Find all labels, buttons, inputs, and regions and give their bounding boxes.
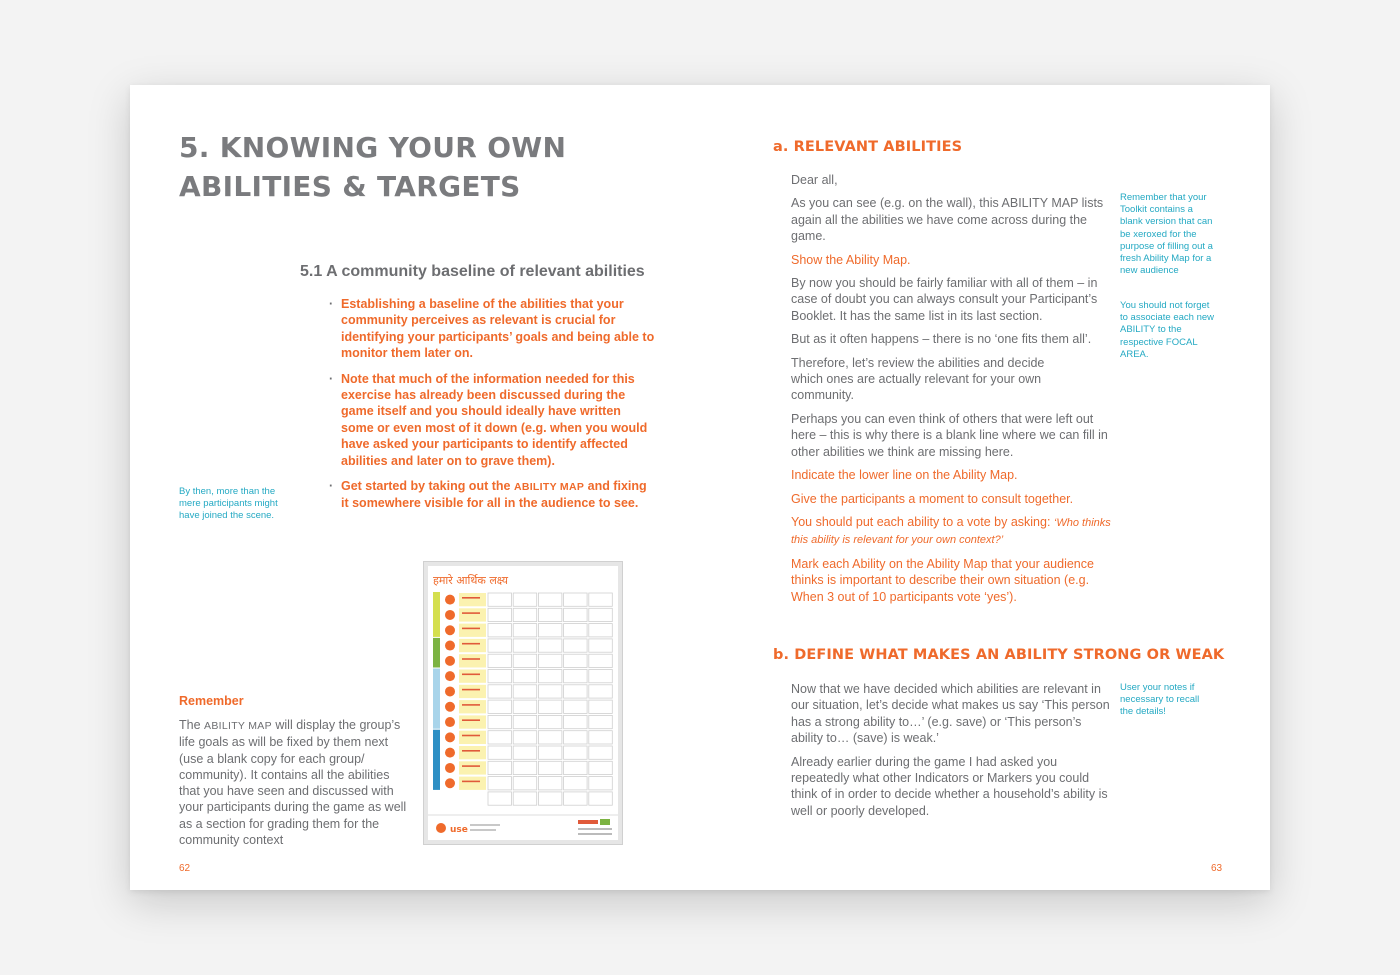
grade-cell <box>589 792 613 805</box>
ability-icon <box>445 702 455 712</box>
instruction-bullets <box>326 296 656 521</box>
grade-cell <box>513 593 537 606</box>
grade-cell <box>488 746 512 759</box>
grade-cell <box>488 670 512 683</box>
grade-cell <box>538 624 562 637</box>
grade-cell <box>564 746 588 759</box>
grade-cell <box>538 685 562 698</box>
facilitator-instruction: Show the Ability Map. <box>791 252 911 267</box>
grade-cell <box>538 608 562 621</box>
grade-cell <box>538 700 562 713</box>
grade-cell <box>589 624 613 637</box>
grade-cell <box>513 761 537 774</box>
chapter-title <box>179 128 599 206</box>
grade-cell <box>589 777 613 790</box>
bullet-item <box>326 371 656 469</box>
bullet-dot-icon: · <box>329 479 334 494</box>
grade-cell <box>564 777 588 790</box>
ability-icon <box>445 686 455 696</box>
ability-icon <box>445 763 455 773</box>
grade-cell <box>589 654 613 667</box>
remember-body <box>179 717 407 848</box>
grade-cell <box>488 685 512 698</box>
paragraph: As you can see (e.g. on the wall), this ABILITY MAP lists again all the abilities we have come across during the game. <box>791 196 1104 244</box>
vote-question: ‘Who thinks this ability is relevant for your own context?’ <box>791 516 1111 547</box>
grade-cell <box>538 746 562 759</box>
paragraph: But as it often happens – there is no ‘one fits them all’. <box>791 332 1092 347</box>
ability-icon <box>445 778 455 788</box>
grade-cell <box>513 731 537 744</box>
section-heading: 5.1 A community baseline of relevant abilities <box>300 263 645 280</box>
ability-label-cell <box>459 654 486 667</box>
paragraph: Dear all, <box>791 173 838 187</box>
grade-cell <box>538 654 562 667</box>
ability-label-cell <box>459 624 486 637</box>
facilitator-instruction: Give the participants a moment to consult together. <box>791 491 1074 506</box>
bullet-item <box>326 296 656 362</box>
ability-icon <box>445 748 455 758</box>
facilitator-instruction: Indicate the lower line on the Ability Map. <box>791 468 1018 483</box>
ability-label-cell <box>459 670 486 683</box>
ability-label-cell <box>459 761 486 774</box>
ability-icon <box>445 656 455 666</box>
ability-map-term: ABILITY MAP <box>513 481 585 494</box>
grade-cell <box>513 792 537 805</box>
grade-cell <box>538 593 562 606</box>
grade-cell <box>564 624 588 637</box>
grade-cell <box>513 624 537 637</box>
grade-cell <box>488 639 512 652</box>
grade-cell <box>513 700 537 713</box>
grade-cell <box>564 792 588 805</box>
ability-icon <box>445 732 455 742</box>
focal-area-band <box>433 638 440 668</box>
grade-cell <box>538 731 562 744</box>
paragraph: By now you should be fairly familiar with all of them – in case of doubt you can always consult your Participant’s Booklet. It has the same list in its last section. <box>791 276 1098 323</box>
ability-label-cell <box>459 731 486 744</box>
grade-cell <box>513 777 537 790</box>
grade-cell <box>513 746 537 759</box>
bullet-item <box>326 478 656 512</box>
grade-cell <box>589 639 613 652</box>
ability-label-cell <box>459 608 486 621</box>
grade-cell <box>589 715 613 728</box>
ability-label-cell <box>459 639 486 652</box>
heading-relevant-abilities: a. RELEVANT ABILITIES <box>773 139 963 155</box>
grade-cell <box>488 700 512 713</box>
focal-area-band <box>433 730 440 790</box>
grade-cell <box>564 639 588 652</box>
heading-define-strength: b. DEFINE WHAT MAKES AN ABILITY STRONG OR WEAK <box>773 647 1225 663</box>
grade-cell <box>488 593 512 606</box>
grade-cell <box>564 715 588 728</box>
grade-cell <box>589 761 613 774</box>
ability-icon <box>445 625 455 635</box>
ability-icon <box>445 671 455 681</box>
bullet-text-start: Get started by taking out the <box>341 479 514 494</box>
relevant-abilities-body <box>791 172 1111 612</box>
bullet-dot-icon: · <box>329 297 334 311</box>
grade-cell <box>589 670 613 683</box>
chapter-title-line-2: ABILITIES & TARGETS <box>179 170 521 203</box>
remember-title: Remember <box>179 694 244 708</box>
remember-text-end: will display the group’s life goals as will be fixed by them next (use a blank copy for each group/ community). It contains all the abilities that you have seen and discussed with your participants during the game as well as a section for grading them for the community context <box>179 718 407 848</box>
bullet-text: Establishing a baseline of the abilities that your community perceives as relevant is crucial for identifying your participants’ goals and being able to monitor them later on. <box>341 297 655 361</box>
grade-cell <box>513 639 537 652</box>
bullet-text: Note that much of the information needed for this exercise has already been discussed during the game itself and you should ideally have written some or even most of it down (e.g. when you would have asked your participants to identify affected abilities and later on to grave them). <box>341 371 648 468</box>
paragraph: Therefore, let’s review the abilities and decide which ones are actually relevant for your own community. <box>791 355 1045 403</box>
grade-cell <box>538 792 562 805</box>
ability-label-cell <box>459 685 486 698</box>
grade-cell <box>513 654 537 667</box>
grade-cell <box>538 715 562 728</box>
ability-map-thumbnail <box>423 561 623 845</box>
grade-cell <box>564 761 588 774</box>
chapter-title-line-1: 5. KNOWING YOUR OWN <box>179 131 567 164</box>
grade-cell <box>488 792 512 805</box>
ability-label-cell <box>459 746 486 759</box>
grade-cell <box>564 654 588 667</box>
facilitator-instruction <box>791 514 1111 549</box>
grade-cell <box>513 685 537 698</box>
margin-note-toolkit: Remember that your Toolkit contains a blank version that can be xeroxed for the purpose of filling out a fresh Ability Map for a new audience <box>1120 192 1213 277</box>
grade-cell <box>564 731 588 744</box>
ability-icon <box>445 595 455 605</box>
grade-cell <box>589 746 613 759</box>
focal-area-band <box>433 669 440 729</box>
grade-cell <box>513 608 537 621</box>
grade-cell <box>589 685 613 698</box>
paragraph: Now that we have decided which abilities are relevant in our situation, let’s decide what makes us say ‘This person has a strong ability to…’ (e.g. save) or ‘This person’s ability to… (save) is weak.’ <box>791 682 1110 746</box>
book-spread <box>130 85 1270 890</box>
ability-map-figure <box>424 562 622 844</box>
grade-cell <box>564 593 588 606</box>
define-strength-body <box>791 681 1111 826</box>
grade-cell <box>538 639 562 652</box>
ability-label-cell <box>459 593 486 606</box>
grade-cell <box>488 624 512 637</box>
grade-cell <box>564 685 588 698</box>
grade-cell <box>488 731 512 744</box>
grade-cell <box>564 700 588 713</box>
use-logo-icon <box>436 823 446 833</box>
grade-cell <box>538 777 562 790</box>
ability-icon <box>445 717 455 727</box>
paragraph: Perhaps you can even think of others that were left out here – this is why there is a blank line where we can fill in other abilities we think are missing here. <box>791 411 1108 459</box>
grade-cell <box>589 608 613 621</box>
ability-icon <box>445 610 455 620</box>
ability-label-cell <box>459 777 486 790</box>
grade-cell <box>589 593 613 606</box>
vote-instruction: You should put each ability to a vote by asking: <box>791 514 1054 529</box>
grade-cell <box>488 608 512 621</box>
grade-cell <box>488 715 512 728</box>
grade-cell <box>564 670 588 683</box>
ability-icon <box>445 641 455 651</box>
grade-cell <box>488 654 512 667</box>
grade-cell <box>513 670 537 683</box>
ability-map-term: ABILITY MAP <box>204 720 272 732</box>
grade-cell <box>538 670 562 683</box>
map-title: हमारे आर्थिक लक्ष्य <box>433 574 509 587</box>
ability-label-cell <box>459 715 486 728</box>
margin-note-focal-area: You should not forget to associate each new ABILITY to the respective FOCAL AREA. <box>1120 300 1215 360</box>
facilitator-instruction: Mark each Ability on the Ability Map that your audience thinks is important to describe their own situation (e.g. When 3 out of 10 participants vote ‘yes’). <box>791 556 1094 604</box>
grade-cell <box>488 761 512 774</box>
grade-cell <box>488 777 512 790</box>
page-number-right: 63 <box>1211 863 1223 874</box>
partner-logo-icon <box>578 820 598 824</box>
grade-cell <box>589 731 613 744</box>
grade-cell <box>564 608 588 621</box>
ability-label-cell <box>459 700 486 713</box>
margin-note-recall: User your notes if necessary to recall the details! <box>1120 682 1200 718</box>
focal-area-band <box>433 592 440 637</box>
use-logo-text: use <box>450 825 468 835</box>
grade-cell <box>589 700 613 713</box>
remember-text-start: The <box>179 718 205 732</box>
grade-cell <box>538 761 562 774</box>
page-number-left: 62 <box>179 863 191 874</box>
bullet-text-end: and fixing it somewhere visible for all in the audience to see. <box>341 479 647 511</box>
bullet-dot-icon: · <box>329 371 334 386</box>
margin-note-left: By then, more than the mere participants might have joined the scene. <box>179 486 278 522</box>
grade-cell <box>513 715 537 728</box>
paragraph: Already earlier during the game I had asked you repeatedly what other Indicators or Markers you could think of in order to decide whether a household’s ability is well or poorly developed. <box>791 754 1108 818</box>
